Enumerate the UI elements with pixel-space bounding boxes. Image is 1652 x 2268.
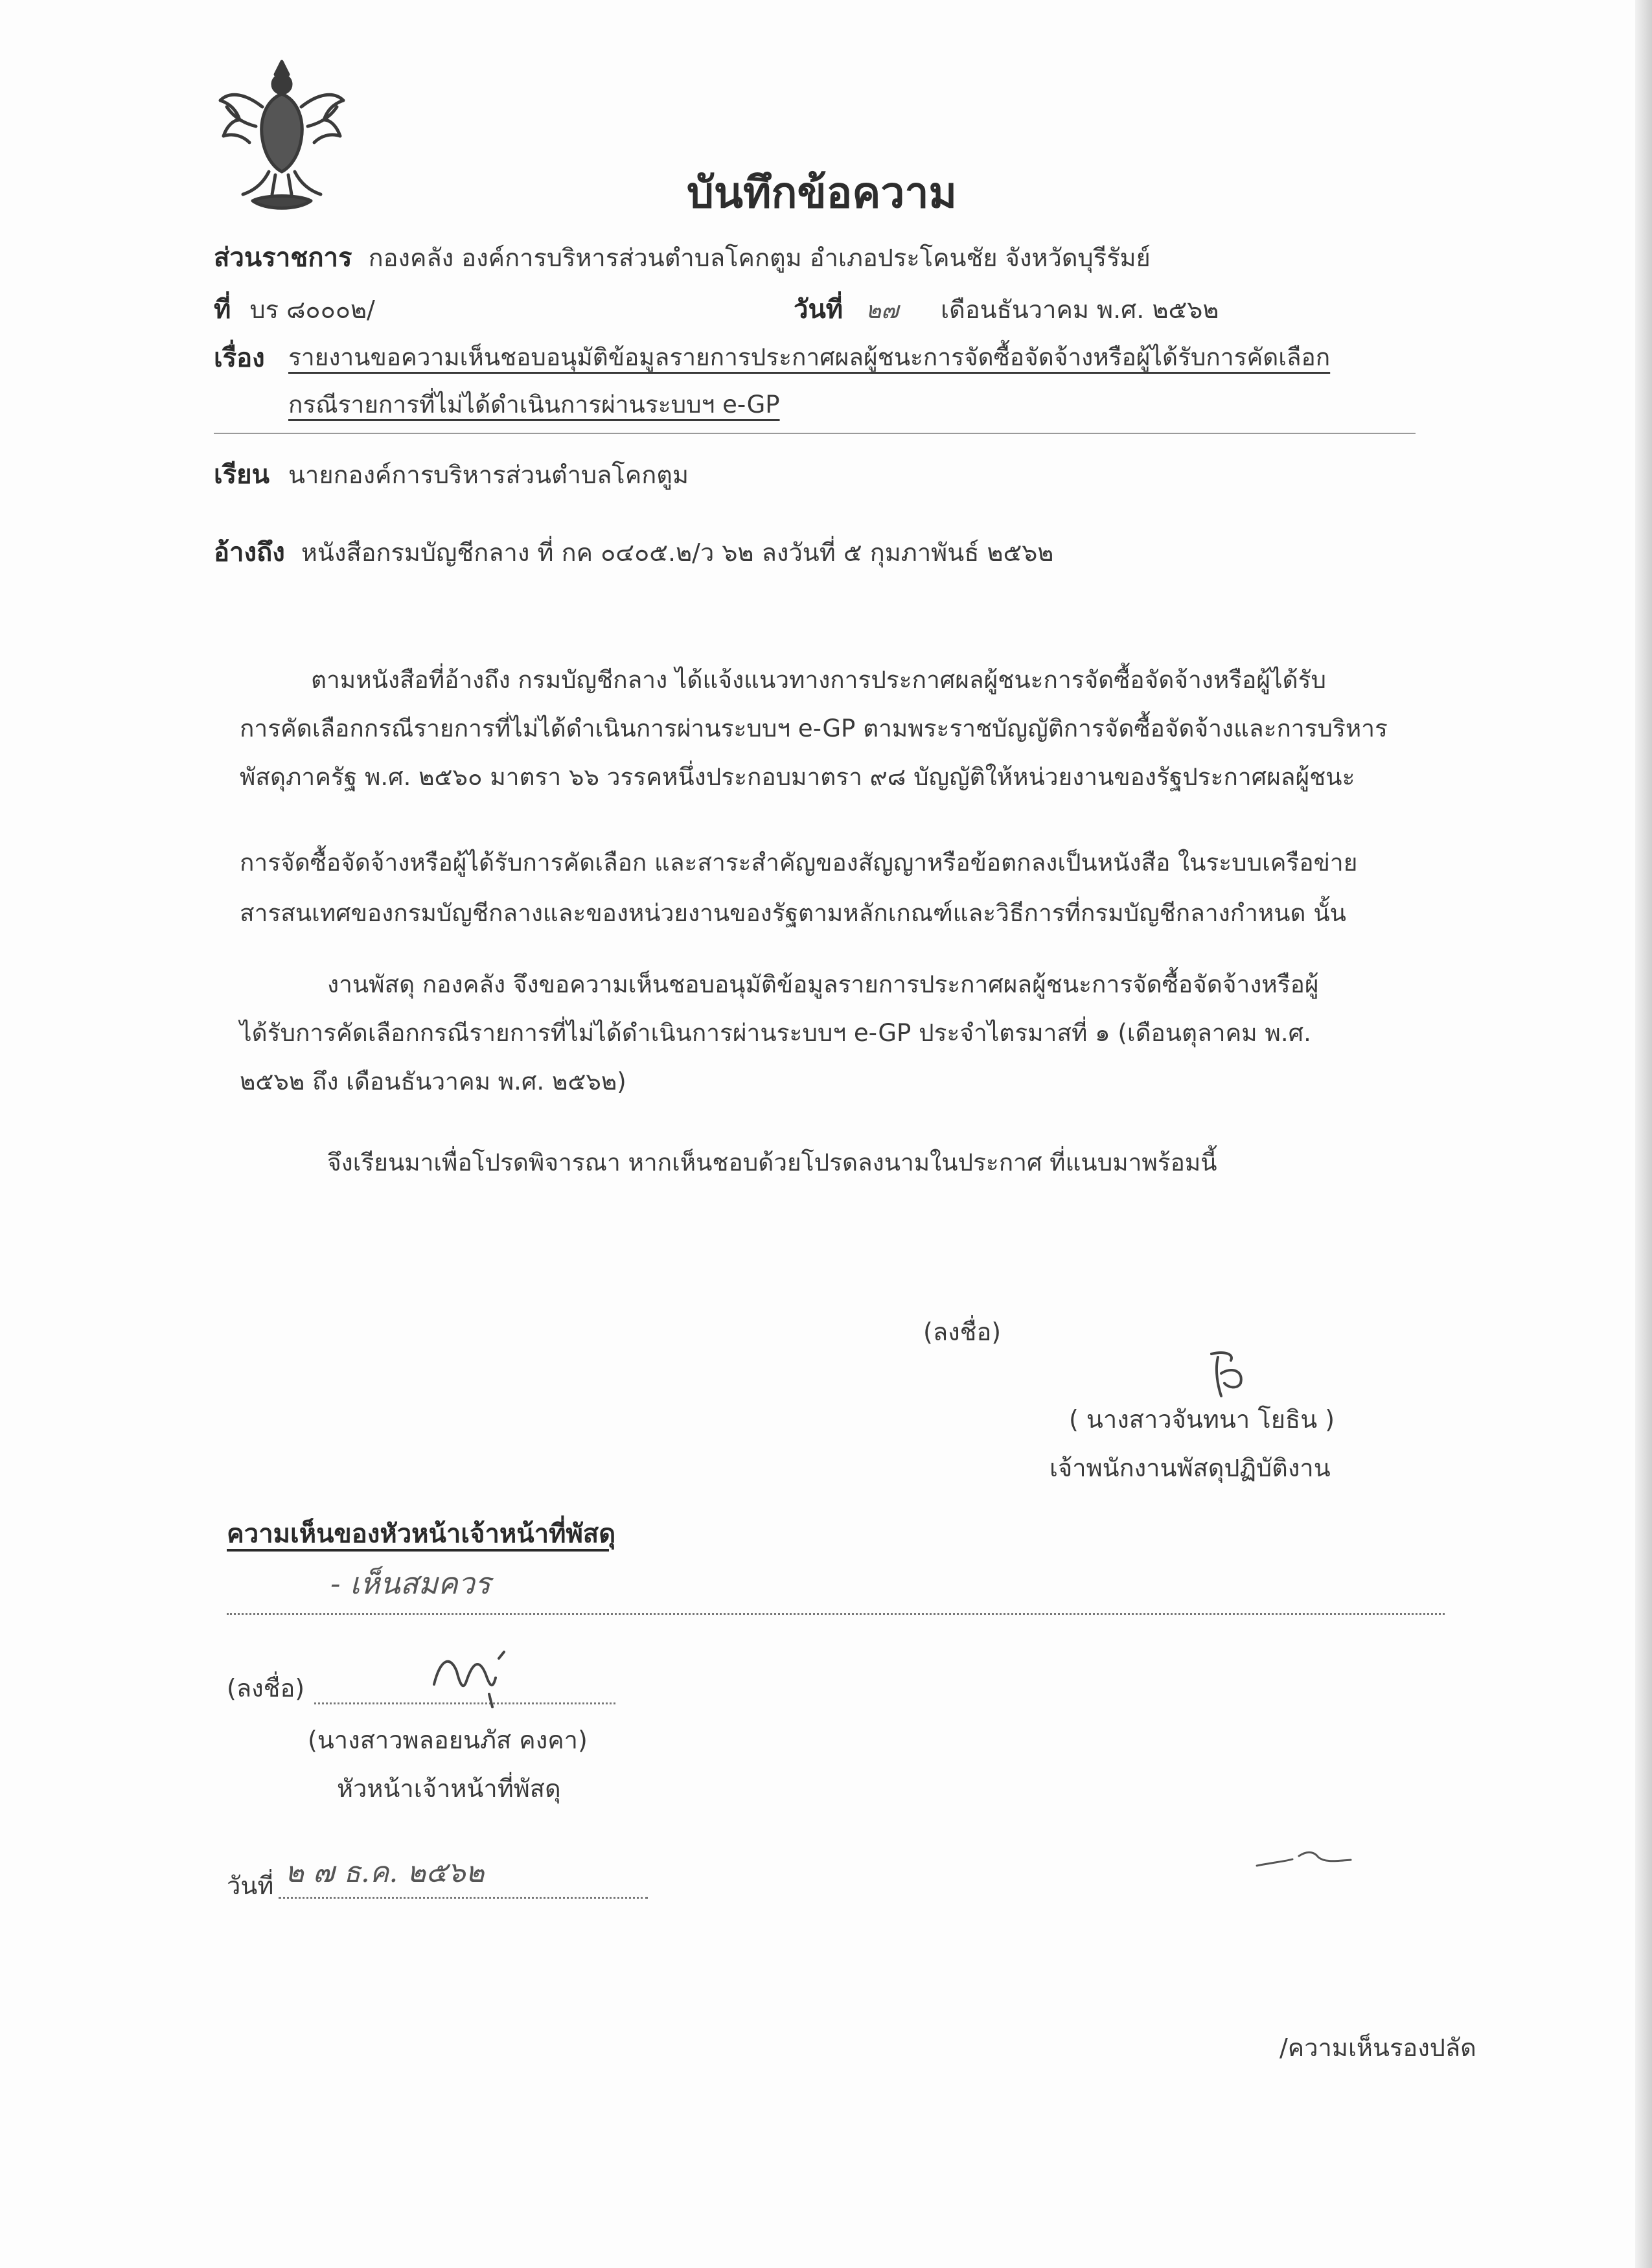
paragraph-1-line-1: ตามหนังสือที่อ้างถึง กรมบัญชีกลาง ได้แจ้งแนวทางการประกาศผลผู้ชนะการจัดซื้อจัดจ้างหรือผู้ได้รับ: [311, 666, 1327, 694]
document-date-label: วันที่: [794, 295, 843, 325]
opinion-date-label: วันที่: [227, 1872, 274, 1900]
subject-line-2: กรณีรายการที่ไม่ได้ดำเนินการผ่านระบบฯ e-GP: [288, 391, 780, 418]
paragraph-1-line-5: สารสนเทศของกรมบัญชีกลางและของหน่วยงานของรัฐตามหลักเกณฑ์และวิธีการที่กรมบัญชีกลางกำหนด นั้น: [240, 899, 1346, 927]
document-date-day: ๒๗: [866, 297, 899, 324]
garuda-emblem-icon: [214, 55, 350, 217]
addressee-value: นายกองค์การบริหารส่วนตำบลโคกตูม: [288, 461, 689, 489]
paragraph-2-line-3: ๒๕๖๒ ถึง เดือนธันวาคม พ.ศ. ๒๕๖๒): [240, 1068, 626, 1095]
opinion-dotted-line: [227, 1613, 1445, 1615]
header-divider: [214, 433, 1416, 434]
signer-1-signature-icon: [1199, 1347, 1257, 1406]
pen-mark-icon: [1254, 1843, 1357, 1875]
opinion-date-value: ๒ ๗ ธ.ค. ๒๕๖๒: [285, 1856, 485, 1889]
reference-value: หนังสือกรมบัญชีกลาง ที่ กค ๐๔๐๕.๒/ว ๖๒ ลงวันที่ ๕ กุมภาพันธ์ ๒๕๖๒: [301, 538, 1054, 567]
paragraph-2-line-2: ได้รับการคัดเลือกกรณีรายการที่ไม่ได้ดำเนินการผ่านระบบฯ e-GP ประจำไตรมาสที่ ๑ (เดือนตุลาคม พ.ศ.: [240, 1019, 1311, 1047]
document-number-label: ที่: [214, 295, 231, 325]
paragraph-2-line-1: งานพัสดุ กองคลัง จึงขอความเห็นชอบอนุมัติข้อมูลรายการประกาศผลผู้ชนะการจัดซื้อจัดจ้างหรือผู้: [327, 970, 1319, 998]
opinion-date-line: [279, 1897, 648, 1899]
addressee-label: เรียน: [214, 460, 270, 490]
document-number-value: บร ๘๐๐๐๒/: [249, 295, 375, 324]
signer-1-position: เจ้าพนักงานพัสดุปฏิบัติงาน: [1050, 1454, 1331, 1482]
page-edge-shadow: [1635, 0, 1652, 2268]
addressee-row: [214, 453, 689, 495]
opinion-signature-icon: [428, 1645, 518, 1710]
document-number-row: [214, 288, 375, 330]
opinion-signer-position: หัวหน้าเจ้าหน้าที่พัสดุ: [337, 1774, 561, 1803]
document-date-month-year: เดือนธันวาคม พ.ศ. ๒๕๖๒: [941, 295, 1219, 324]
subject-label: เรื่อง: [214, 343, 265, 373]
agency-row: [214, 236, 1151, 278]
reference-label: อ้างถึง: [214, 538, 285, 567]
opinion-sign-label: (ลงชื่อ): [227, 1674, 305, 1702]
continuation-note: /ความเห็นรองปลัด: [1279, 2033, 1476, 2062]
paragraph-1-line-3: พัสดุภาครัฐ พ.ศ. ๒๕๖๐ มาตรา ๖๖ วรรคหนึ่งประกอบมาตรา ๙๘ บัญญัติให้หน่วยงานของรัฐประกาศผลผู้ชนะ: [240, 763, 1355, 791]
opinion-heading: ความเห็นของหัวหน้าเจ้าหน้าที่พัสดุ: [227, 1519, 616, 1549]
opinion-signer-name: (นางสาวพลอยนภัส คงคา): [308, 1726, 588, 1754]
agency-label: ส่วนราชการ: [214, 243, 352, 273]
opinion-handwritten-text: - เห็นสมควร: [330, 1566, 491, 1601]
reference-row: [214, 531, 1053, 573]
subject-line-1: รายงานขอความเห็นชอบอนุมัติข้อมูลรายการประกาศผลผู้ชนะการจัดซื้อจัดจ้างหรือผู้ได้รับการคัดเลือก: [288, 343, 1331, 371]
signer-1-name: ( นางสาวจันทนา โยธิน ): [1069, 1405, 1335, 1434]
agency-value: กองคลัง องค์การบริหารส่วนตำบลโคกตูม อำเภอประโคนชัย จังหวัดบุรีรัมย์: [368, 244, 1151, 272]
paragraph-1-line-2: การคัดเลือกกรณีรายการที่ไม่ได้ดำเนินการผ่านระบบฯ e-GP ตามพระราชบัญญัติการจัดซื้อจัดจ้างและการบริหาร: [240, 715, 1388, 742]
paragraph-1-line-4: การจัดซื้อจัดจ้างหรือผู้ได้รับการคัดเลือก และสาระสำคัญของสัญญาหรือข้อตกลงเป็นหนังสือ ในระบบเครือข่าย: [240, 849, 1358, 876]
paragraph-3: จึงเรียนมาเพื่อโปรดพิจารณา หากเห็นชอบด้วยโปรดลงนามในประกาศ ที่แนบมาพร้อมนี้: [327, 1149, 1217, 1176]
page-title: บันทึกข้อความ: [687, 168, 958, 218]
subject-row: [214, 337, 265, 378]
signer-1-sign-label: (ลงชื่อ): [923, 1318, 1002, 1346]
document-date-row: [794, 288, 1219, 330]
